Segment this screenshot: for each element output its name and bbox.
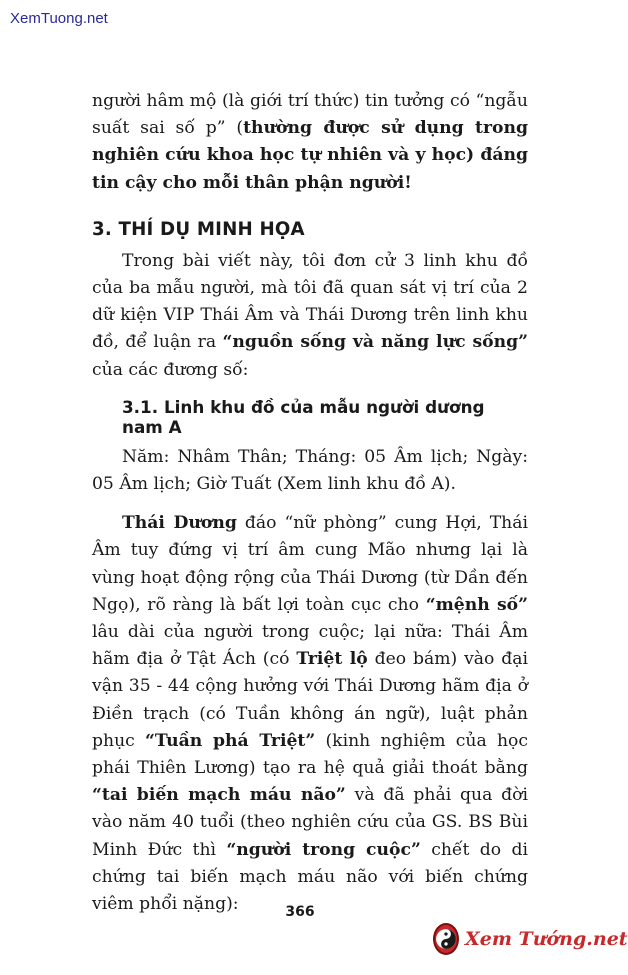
analysis-bold-9: “tai biến mạch máu não” [92,785,346,806]
section-intro-text: Trong bài viết này, tôi đơn cử 3 linh khu đồ của ba mẫu người, mà tôi đã quan sát vị trí của 2 dữ kiện VIP Thái Âm và Thái Dương trên linh khu đồ, để luận ra [92,250,528,353]
paragraph-intro [92,88,528,197]
analysis-bold-3: “mệnh số” [425,594,528,615]
paragraph-birth-data: Năm: Nhâm Thân; Tháng: 05 Âm lịch; Ngày: 05 Âm lịch; Giờ Tuất (Xem linh khu đồ A). [92,446,528,495]
page-body [92,88,528,918]
analysis-bold-5: Triệt lộ [296,649,368,670]
intro-bold-text: thường được sử dụng trong nghiên cứu khoa học tự nhiên và y học) đáng tin cậy cho mỗi thân phận người! [92,118,528,193]
analysis-bold-11: “người trong cuộc” [226,839,421,860]
analysis-bold-7: “Tuần phá Triệt” [145,730,316,751]
watermark-top: XemTuong.net [10,10,108,27]
analysis-text-2: đáo “nữ phòng” cung Hợi, Thái Âm tuy đứng vị trí âm cung Mão nhưng lại là vùng hoạt động rộng của Thái Dương (từ Dần đến Ngọ), rõ ràng là bất lợi toàn cục cho [92,513,528,615]
analysis-text-8: (kinh nghiệm của học phái Thiên Lương) tạo ra hệ quả giải thoát bằng [92,730,528,779]
analysis-bold-1: Thái Dương [122,513,237,534]
intro-text: người hâm mộ (là giới trí thức) tin tưởng có “ngẫu suất sai số p” ( [92,91,528,139]
analysis-text-10: và đã phải qua đời vào năm 40 tuổi (theo nghiên cứu của GS. BS Bùi Minh Đức thì [92,785,528,860]
logo-text: Xem Tướng.net [465,928,628,950]
section-intro-tail: của các đương số: [92,359,249,380]
page-number: 366 [285,904,315,920]
analysis-text-12: chết do di chứng tai biến mạch máu não với biến chứng viêm phổi nặng): [92,839,528,915]
analysis-text-6: đeo bám) vào đại vận 35 - 44 cộng hưởng với Thái Dương hãm địa ở Điền trạch (có Tuần không án ngữ), luật phản phục [92,649,528,751]
subsection-heading: 3.1. Linh khu đồ của mẫu người dương nam A [122,396,485,437]
paragraph-section-intro [92,248,528,384]
paragraph-analysis [92,510,528,918]
section-heading: 3. THÍ DỤ MINH HỌA [92,218,305,240]
watermark-logo [433,921,628,957]
analysis-text-4: lâu dài của người trong cuộc; lại nữa: Thái Âm hãm địa ở Tật Ách (có [92,622,528,670]
yin-yang-icon [433,923,459,955]
section-intro-bold: “nguồn sống và năng lực sống” [222,332,528,353]
paragraph-gap [92,498,528,510]
